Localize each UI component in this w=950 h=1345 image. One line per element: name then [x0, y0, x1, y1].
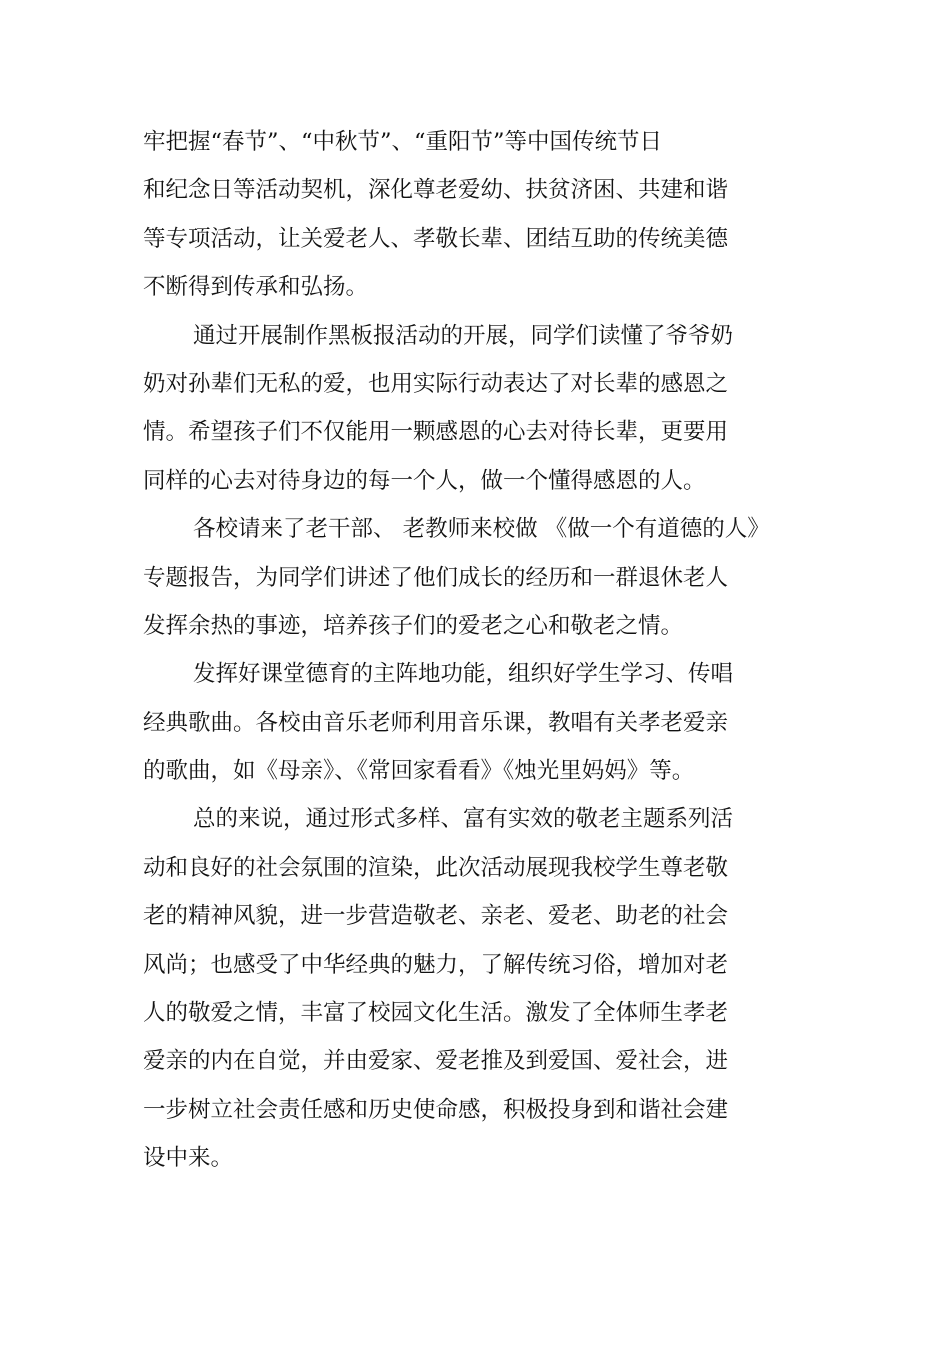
text-line: 同样的心去对待身边的每一个人，做一个懂得感恩的人。: [143, 467, 706, 494]
paragraph-1: [143, 118, 803, 312]
text-line: 各校请来了老干部、 老教师来校做 《做一个有道德的人》: [193, 516, 770, 543]
text-line: 发挥余热的事迹，培养孩子们的爱老之心和敬老之情。: [143, 612, 684, 639]
text-line: 等专项活动，让关爱老人、孝敬长辈、团结互助的传统美德: [143, 225, 729, 252]
text-line: 通过开展制作黑板报活动的开展，同学们读懂了爷爷奶: [193, 322, 734, 349]
text-line: 人的敬爱之情，丰富了校园文化生活。激发了全体师生孝老: [143, 1000, 729, 1027]
text-line: 奶对孙辈们无私的爱，也用实际行动表达了对长辈的感恩之: [143, 370, 729, 397]
paragraph-3: [143, 505, 803, 650]
paragraph-2: [143, 312, 803, 506]
text-line: 的歌曲，如《母亲》、《常回家看看》《烛光里妈妈》等。: [143, 758, 695, 785]
text-line: 发挥好课堂德育的主阵地功能，组织好学生学习、传唱: [193, 661, 734, 688]
text-line: 设中来。: [143, 1145, 234, 1172]
text-line: 动和良好的社会氛围的渲染，此次活动展现我校学生尊老敬: [143, 854, 729, 881]
text-line: 总的来说，通过形式多样、富有实效的敬老主题系列活: [193, 806, 734, 833]
paragraph-4: [143, 650, 803, 795]
text-line: 经典歌曲。各校由音乐老师利用音乐课，教唱有关孝老爱亲: [143, 709, 729, 736]
text-line: 专题报告，为同学们讲述了他们成长的经历和一群退休老人: [143, 564, 729, 591]
text-line: 情。希望孩子们不仅能用一颗感恩的心去对待长辈，更要用: [143, 419, 729, 446]
text-line: 爱亲的内在自觉，并由爱家、爱老推及到爱国、爱社会，进: [143, 1048, 729, 1075]
text-line: 风尚；也感受了中华经典的魅力，了解传统习俗，增加对老: [143, 951, 729, 978]
paragraph-5: [143, 795, 803, 1182]
text-line: 老的精神风貌，进一步营造敬老、亲老、爱老、助老的社会: [143, 903, 729, 930]
text-line: 和纪念日等活动契机，深化尊老爱幼、扶贫济困、共建和谐: [143, 177, 729, 204]
text-line: 不断得到传承和弘扬。: [143, 274, 369, 301]
text-line: 牢把握“春节”、“中秋节”、“重阳节”等中国传统节日: [143, 129, 663, 155]
text-line: 一步树立社会责任感和历史使命感，积极投身到和谐社会建: [143, 1096, 729, 1123]
document-body: [143, 118, 803, 1183]
